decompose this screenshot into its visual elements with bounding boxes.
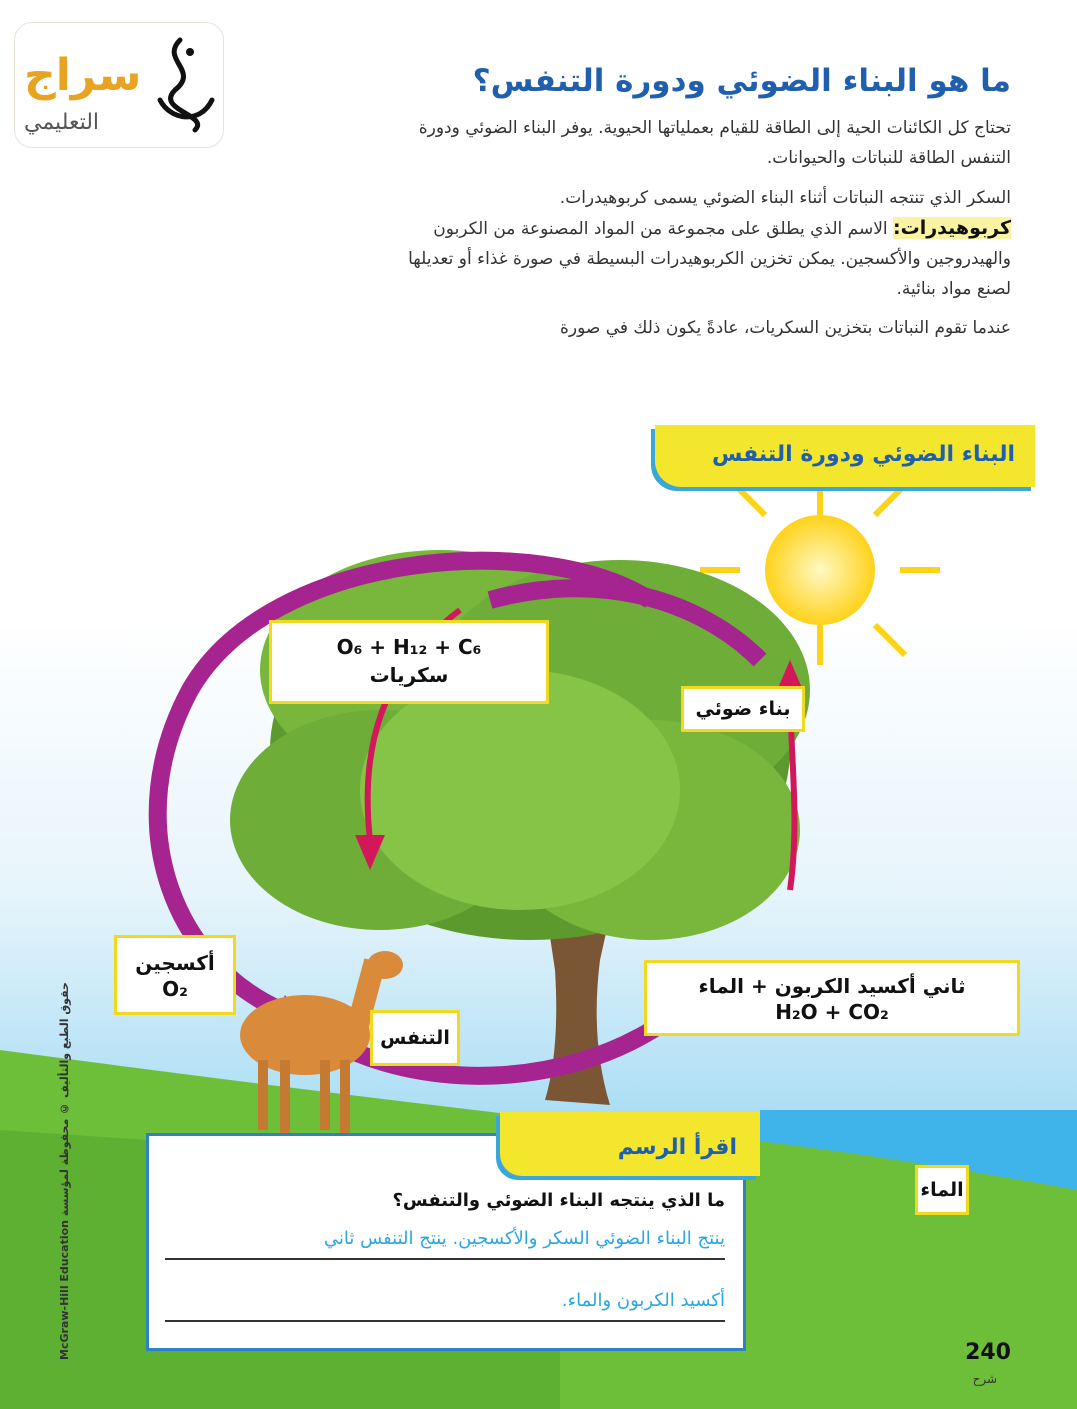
intro-paragraph: تحتاج كل الكائنات الحية إلى الطاقة للقيام بعملياتها الحيوية. يوفر البناء الضوئي ودورة التنفس الطاقة للنباتات والحيوانات. [418, 118, 1011, 168]
carbohydrate-lead: السكر الذي تنتجه النباتات أثناء البناء الضوئي يسمى كربوهيدرات. [559, 188, 1011, 208]
answer-line-2: أكسيد الكربون والماء. [165, 1290, 725, 1322]
co2-water-label: ثاني أكسيد الكربون + الماء [698, 974, 966, 998]
logo-subtitle: التعليمي [24, 110, 100, 135]
storage-paragraph: عندما تقوم النباتات بتخزين السكريات، عادةً يكون ذلك في صورة [559, 318, 1011, 338]
sugar-formula: O₆ + H₁₂ + C₆ [336, 635, 482, 659]
co2-water-formula: H₂O + CO₂ [775, 1000, 889, 1024]
respiration-label: التنفس [370, 1010, 460, 1066]
co2-water-label-box [644, 960, 1020, 1036]
logo-brand-text: سراج [24, 50, 142, 101]
logo-calligraphy-icon [140, 30, 220, 140]
oxygen-label: أكسجين [135, 951, 215, 975]
sugar-label-box [269, 620, 549, 704]
photosynthesis-label: بناء ضوئي [681, 686, 805, 732]
read-diagram-title: اقرأ الرسم [617, 1135, 737, 1160]
carbohydrate-paragraph [371, 183, 1011, 304]
carbohydrate-term: كربوهيدرات: [893, 217, 1011, 239]
tree-canopy [230, 550, 810, 940]
copyright-notice: McGraw-Hill Education حقوق الطبع والتأليف © محفوظة لمؤسسة [58, 982, 71, 1360]
page-title: ما هو البناء الضوئي ودورة التنفس؟ [472, 63, 1011, 99]
page-number: 240 [965, 1340, 1011, 1365]
oxygen-label-box [114, 935, 236, 1015]
sugar-label: سكريات [369, 663, 449, 687]
section-banner-title: البناء الضوئي ودورة التنفس [711, 442, 1015, 467]
answer-line-1: ينتج البناء الضوئي السكر والأكسجين. ينتج التنفس ثاني [165, 1228, 725, 1260]
water-label: الماء [915, 1165, 969, 1215]
oxygen-formula: O₂ [162, 977, 188, 1001]
page-label: شرح [972, 1372, 997, 1386]
read-diagram-question: ما الذي ينتجه البناء الضوئي والتنفس؟ [392, 1190, 725, 1211]
carbohydrate-definition: الاسم الذي يطلق على مجموعة من المواد المصنوعة من الكربون والهيدروجين والأكسجين. يمكن تخزين الكربوهيدرات البسيطة في صورة غذاء أو تعديلها لصنع مواد بنائية. [408, 219, 1011, 299]
